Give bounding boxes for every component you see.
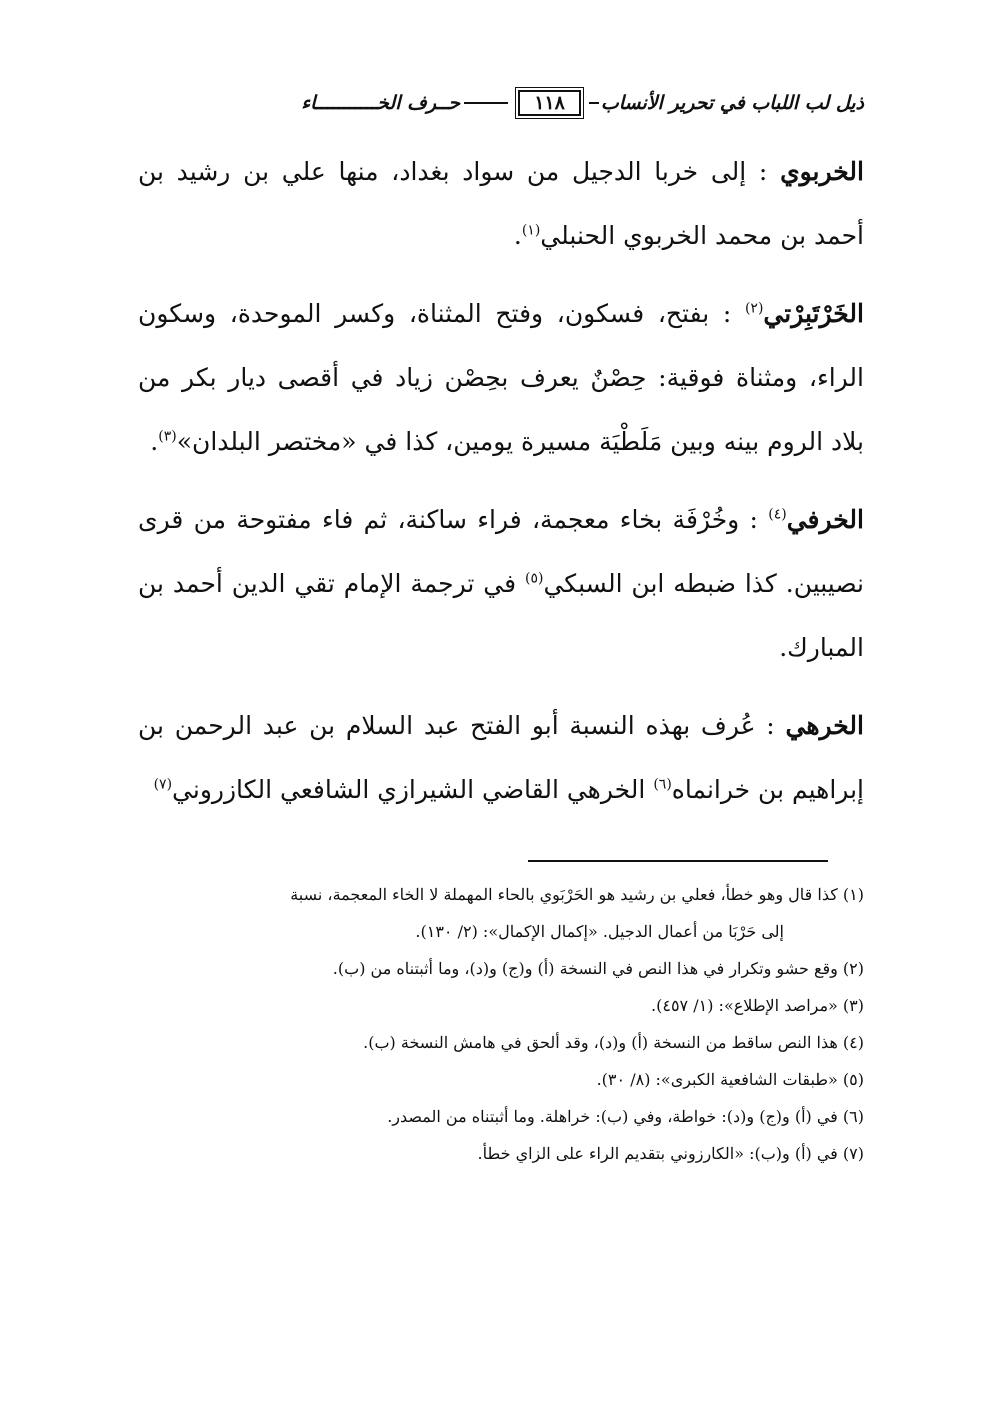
entry-al-khurfi [138, 488, 864, 680]
entry-term: الخربوي [780, 157, 864, 186]
body-text [138, 140, 864, 836]
footnote-separator [528, 860, 828, 862]
footnote-ref: (٢) [744, 300, 764, 317]
footnote-ref: (١) [521, 222, 541, 239]
running-header [150, 88, 864, 118]
footnote-2: (٢) وقع حشو وتكرار في هذا النص في النسخة (أ) و(ج) و(د)، وما أثبتناه من (ب). [332, 959, 864, 978]
footnote-7: (٧) في (أ) و(ب): «الكارزوني بتقديم الراء على الزاي خطأ. [477, 1144, 864, 1163]
footnote-ref: (٧) [153, 776, 173, 793]
entry-term: الخرهي [785, 711, 864, 740]
entry-al-kharhi [138, 694, 864, 822]
footnote-ref: (٣) [158, 428, 177, 445]
footnote-4: (٤) هذا النص ساقط من النسخة (أ) و(د)، وقد ألحق في هامش النسخة (ب). [363, 1033, 864, 1052]
entry-tail: . [513, 221, 522, 250]
entry-text: : عُرف بهذه النسبة أبو الفتح عبد السلام بن عبد الرحمن بن إبراهيم بن خرانماه [138, 711, 864, 804]
footnote-ref: (٦) [653, 776, 672, 793]
entry-text: : وخُرْفَة بخاء معجمة، فراء ساكنة، ثم فاء مفتوحة من قرى نصيبين. كذا ضبطه ابن السبكي [138, 505, 864, 598]
footnote-5: (٥) «طبقات الشافعية الكبرى»: (٨/ ٣٠). [596, 1070, 864, 1089]
entry-term: الخرفي [786, 505, 864, 534]
entry-al-khartabirti [138, 282, 864, 474]
entry-text: : إلى خربا الدجيل من سواد بغداد، منها علي بن رشيد بن أحمد بن محمد الخربوي الحنبلي [138, 157, 864, 250]
entry-al-kharbawi [138, 140, 864, 268]
footnote-1: (١) كذا قال وهو خطأ، فعلي بن رشيد هو الحَرْبَوي بالحاء المهملة لا الخاء المعجمة، نسبة [290, 885, 864, 904]
book-title: ذيل لب اللباب في تحرير الأنساب [600, 92, 864, 114]
header-rule [464, 102, 508, 104]
footnote-ref: (٤) [768, 506, 787, 523]
footnote-3: (٣) «مراصد الإطلاع»: (١/ ٤٥٧). [651, 996, 864, 1015]
entry-text-continued: في ترجمة الإمام تقي الدين أحمد بن المبارك. [138, 569, 864, 662]
entry-tail: . [150, 427, 159, 456]
entry-text: : بفتح، فسكون، وفتح المثناة، وكسر الموحدة، وسكون الراء، ومثناة فوقية: حِصْنٌ يعرف بحِصْن زياد في أقصى ديار بكر من بلاد الروم بينه وبين مَلَطْيَة مسيرة يومين، كذا في «مختصر البلدان» [138, 299, 864, 456]
entry-term: الخَرْتَبِرْتي [763, 299, 864, 328]
footnote-ref: (٥) [525, 570, 544, 587]
footnotes [138, 876, 864, 1172]
header-rule [589, 102, 599, 104]
page-number: ١١٨ [518, 90, 581, 116]
entry-text-continued: الخرهي القاضي الشيرازي الشافعي الكازروني [172, 775, 646, 804]
section-title: حــرف الخـــــــــــاء [301, 92, 461, 114]
footnote-6: (٦) في (أ) و(ج) و(د): خواطة، وفي (ب): خراهلة. وما أثبتناه من المصدر. [387, 1107, 864, 1126]
footnote-1-continued: إلى حَرْبَا من أعمال الدجيل. «إكمال الإكمال»: (٢/ ١٣٠). [415, 922, 784, 941]
